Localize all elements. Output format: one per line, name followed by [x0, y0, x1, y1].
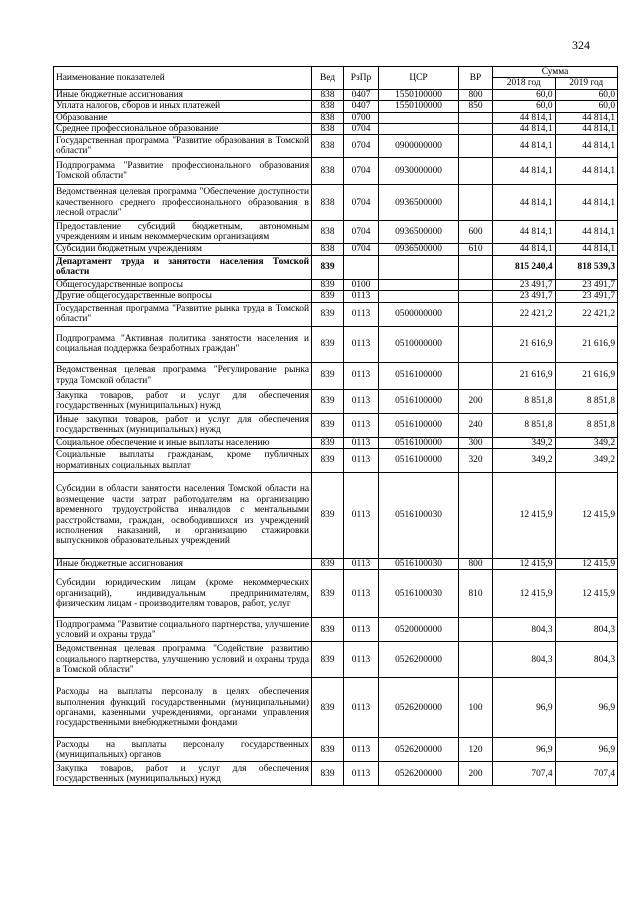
- row-rzpr: 0113: [344, 678, 379, 738]
- table-row: [54, 559, 618, 570]
- row-sum-2018: 44 814,1: [493, 124, 556, 135]
- table-row: [54, 291, 618, 302]
- row-ved: 839: [312, 762, 344, 786]
- row-rzpr: 0113: [344, 437, 379, 448]
- row-csr: [379, 255, 459, 279]
- row-vr: [459, 124, 493, 135]
- table-row: [54, 762, 618, 786]
- row-name: Общегосударственные вопросы: [54, 279, 312, 290]
- row-rzpr: 0704: [344, 135, 379, 158]
- row-vr: 200: [459, 389, 493, 413]
- row-sum-2018: 44 814,1: [493, 135, 556, 158]
- row-name: Среднее профессиональное образование: [54, 124, 312, 135]
- row-vr: 610: [459, 244, 493, 255]
- row-sum-2019: 96,9: [555, 678, 618, 738]
- row-ved: 839: [312, 291, 344, 302]
- row-name: Иные бюджетные ассигнования: [54, 559, 312, 570]
- row-sum-2018: 12 415,9: [493, 559, 556, 570]
- row-sum-2019: 22 421,2: [555, 302, 618, 326]
- row-name: Закупка товаров, работ и услуг для обеспечения государственных (муниципальных) нужд: [54, 389, 312, 413]
- row-sum-2019: 44 814,1: [555, 221, 618, 244]
- row-ved: 838: [312, 221, 344, 244]
- row-csr: [379, 291, 459, 302]
- row-sum-2018: 60,0: [493, 101, 556, 112]
- row-ved: 839: [312, 326, 344, 362]
- row-rzpr: 0704: [344, 221, 379, 244]
- row-vr: [459, 135, 493, 158]
- row-vr: 100: [459, 678, 493, 738]
- row-csr: 0516100030: [379, 570, 459, 618]
- row-csr: 0516100000: [379, 437, 459, 448]
- row-ved: 838: [312, 124, 344, 135]
- row-name: Субсидии юридическим лицам (кроме некоммерческих организаций), индивидуальным предпринимателям, физическим лицам - производителям товаров, работ, услуг: [54, 570, 312, 618]
- row-csr: 1550100000: [379, 101, 459, 112]
- row-vr: [459, 158, 493, 185]
- row-sum-2019: 804,3: [555, 618, 618, 642]
- row-sum-2018: 349,2: [493, 437, 556, 448]
- table-row: [54, 738, 618, 762]
- table-row: [54, 678, 618, 738]
- row-csr: 0510000000: [379, 326, 459, 362]
- row-ved: 839: [312, 678, 344, 738]
- header-sum: Сумма: [493, 67, 618, 78]
- row-rzpr: 0704: [344, 244, 379, 255]
- row-sum-2018: 23 491,7: [493, 291, 556, 302]
- table-row: [54, 389, 618, 413]
- table-row: [54, 362, 618, 389]
- row-sum-2019: 23 491,7: [555, 291, 618, 302]
- row-name: Государственная программа "Развитие рынка труда в Томской области": [54, 302, 312, 326]
- row-name: Подпрограмма "Активная политика занятости населения и социальная поддержка безработных граждан": [54, 326, 312, 362]
- row-name: Субсидии бюджетным учреждениям: [54, 244, 312, 255]
- row-sum-2019: 44 814,1: [555, 135, 618, 158]
- table-row: [54, 449, 618, 473]
- row-csr: 0526200000: [379, 762, 459, 786]
- row-name: Государственная программа "Развитие образования в Томской области": [54, 135, 312, 158]
- row-csr: 0930000000: [379, 158, 459, 185]
- row-vr: [459, 302, 493, 326]
- header-csr: ЦСР: [379, 67, 459, 90]
- row-rzpr: 0113: [344, 618, 379, 642]
- row-name: Образование: [54, 112, 312, 123]
- row-sum-2019: 12 415,9: [555, 473, 618, 559]
- table-body: [54, 89, 618, 786]
- row-ved: 839: [312, 449, 344, 473]
- table-row: [54, 124, 618, 135]
- row-sum-2019: 707,4: [555, 762, 618, 786]
- row-sum-2019: 23 491,7: [555, 279, 618, 290]
- row-name: Ведомственная целевая программа "Регулирование рынка труда Томской области": [54, 362, 312, 389]
- row-ved: 839: [312, 437, 344, 448]
- row-sum-2019: 44 814,1: [555, 112, 618, 123]
- row-ved: 839: [312, 413, 344, 437]
- row-sum-2018: 707,4: [493, 762, 556, 786]
- table-row: [54, 473, 618, 559]
- row-sum-2019: 96,9: [555, 738, 618, 762]
- row-csr: 0516100000: [379, 413, 459, 437]
- row-vr: 600: [459, 221, 493, 244]
- row-vr: 320: [459, 449, 493, 473]
- row-csr: 0936500000: [379, 244, 459, 255]
- row-csr: 0500000000: [379, 302, 459, 326]
- header-ved: Вед: [312, 67, 344, 90]
- row-vr: [459, 185, 493, 221]
- row-rzpr: 0113: [344, 291, 379, 302]
- table-row: [54, 437, 618, 448]
- row-csr: 0516100000: [379, 362, 459, 389]
- row-csr: 0520000000: [379, 618, 459, 642]
- row-ved: 839: [312, 570, 344, 618]
- row-sum-2018: 12 415,9: [493, 473, 556, 559]
- table-row: [54, 89, 618, 100]
- row-ved: 838: [312, 244, 344, 255]
- table-row: [54, 135, 618, 158]
- row-vr: [459, 326, 493, 362]
- row-sum-2019: 60,0: [555, 89, 618, 100]
- row-sum-2018: 96,9: [493, 678, 556, 738]
- row-ved: 839: [312, 389, 344, 413]
- row-sum-2019: 44 814,1: [555, 244, 618, 255]
- row-rzpr: 0704: [344, 185, 379, 221]
- row-sum-2019: 818 539,3: [555, 255, 618, 279]
- row-ved: 839: [312, 255, 344, 279]
- row-vr: [459, 473, 493, 559]
- row-sum-2018: 21 616,9: [493, 362, 556, 389]
- row-name: Иные закупки товаров, работ и услуг для обеспечения государственных (муниципальных) нужд: [54, 413, 312, 437]
- row-name: Подпрограмма "Развитие профессионального образования Томской области": [54, 158, 312, 185]
- row-name: Расходы на выплаты персоналу государственных (муниципальных) органов: [54, 738, 312, 762]
- row-name: Закупка товаров, работ и услуг для обеспечения государственных (муниципальных) нужд: [54, 762, 312, 786]
- row-rzpr: 0113: [344, 473, 379, 559]
- table-row: [54, 642, 618, 678]
- row-csr: 0526200000: [379, 738, 459, 762]
- row-name: Другие общегосударственные вопросы: [54, 291, 312, 302]
- row-rzpr: 0113: [344, 762, 379, 786]
- row-ved: 838: [312, 135, 344, 158]
- header-name: Наименование показателей: [54, 67, 312, 90]
- row-ved: 838: [312, 101, 344, 112]
- row-rzpr: 0407: [344, 101, 379, 112]
- row-rzpr: 0704: [344, 124, 379, 135]
- row-rzpr: 0407: [344, 89, 379, 100]
- row-ved: 839: [312, 559, 344, 570]
- row-ved: 839: [312, 302, 344, 326]
- row-sum-2019: 44 814,1: [555, 158, 618, 185]
- row-sum-2018: 44 814,1: [493, 158, 556, 185]
- row-name: Социальное обеспечение и иные выплаты населению: [54, 437, 312, 448]
- row-ved: 839: [312, 279, 344, 290]
- row-ved: 839: [312, 362, 344, 389]
- table-row: [54, 255, 618, 279]
- row-vr: [459, 255, 493, 279]
- page-number: 324: [572, 38, 590, 52]
- row-rzpr: 0113: [344, 413, 379, 437]
- row-sum-2019: 804,3: [555, 642, 618, 678]
- row-ved: 839: [312, 738, 344, 762]
- row-ved: 838: [312, 158, 344, 185]
- row-rzpr: 0113: [344, 642, 379, 678]
- row-csr: 0526200000: [379, 642, 459, 678]
- row-csr: 0516100030: [379, 473, 459, 559]
- row-vr: 800: [459, 89, 493, 100]
- row-csr: [379, 112, 459, 123]
- row-sum-2019: 8 851,8: [555, 413, 618, 437]
- header-year-2019: 2019 год: [555, 78, 618, 89]
- row-ved: 838: [312, 185, 344, 221]
- row-rzpr: 0700: [344, 112, 379, 123]
- row-rzpr: 0100: [344, 279, 379, 290]
- table-row: [54, 326, 618, 362]
- row-rzpr: 0113: [344, 362, 379, 389]
- row-sum-2019: 12 415,9: [555, 559, 618, 570]
- table-row: [54, 570, 618, 618]
- row-sum-2018: 349,2: [493, 449, 556, 473]
- row-sum-2019: 44 814,1: [555, 124, 618, 135]
- table-header: [54, 67, 618, 90]
- row-sum-2018: 44 814,1: [493, 112, 556, 123]
- row-sum-2018: 44 814,1: [493, 244, 556, 255]
- row-vr: [459, 362, 493, 389]
- row-sum-2018: 96,9: [493, 738, 556, 762]
- table-row: [54, 158, 618, 185]
- row-name: Расходы на выплаты персоналу в целях обеспечения выполнения функций государственными (муниципальными) органами, казенными учреждениями, органами управления государственными внебюджетными фондами: [54, 678, 312, 738]
- row-vr: [459, 112, 493, 123]
- row-sum-2018: 44 814,1: [493, 185, 556, 221]
- row-csr: [379, 279, 459, 290]
- table-row: [54, 244, 618, 255]
- header-year-2018: 2018 год: [493, 78, 556, 89]
- row-vr: 200: [459, 762, 493, 786]
- row-csr: 0516100030: [379, 559, 459, 570]
- row-vr: 120: [459, 738, 493, 762]
- table-row: [54, 112, 618, 123]
- row-name: Уплата налогов, сборов и иных платежей: [54, 101, 312, 112]
- row-name: Социальные выплаты гражданам, кроме публичных нормативных социальных выплат: [54, 449, 312, 473]
- row-sum-2018: 23 491,7: [493, 279, 556, 290]
- row-sum-2018: 8 851,8: [493, 413, 556, 437]
- row-sum-2019: 349,2: [555, 449, 618, 473]
- table-row: [54, 185, 618, 221]
- row-vr: [459, 279, 493, 290]
- row-name: Иные бюджетные ассигнования: [54, 89, 312, 100]
- row-sum-2018: 22 421,2: [493, 302, 556, 326]
- row-vr: 800: [459, 559, 493, 570]
- row-vr: [459, 642, 493, 678]
- row-vr: [459, 291, 493, 302]
- row-sum-2019: 12 415,9: [555, 570, 618, 618]
- table-row: [54, 413, 618, 437]
- row-sum-2018: 12 415,9: [493, 570, 556, 618]
- budget-table: [53, 66, 618, 786]
- row-sum-2018: 60,0: [493, 89, 556, 100]
- row-csr: 0936500000: [379, 185, 459, 221]
- row-name: Ведомственная целевая программа "Обеспечение доступности качественного среднего профессионального образования в лесной отрасли": [54, 185, 312, 221]
- row-sum-2018: 804,3: [493, 642, 556, 678]
- row-vr: 810: [459, 570, 493, 618]
- header-rzpr: РзПр: [344, 67, 379, 90]
- row-csr: 0516100000: [379, 389, 459, 413]
- row-csr: 0900000000: [379, 135, 459, 158]
- row-sum-2019: 349,2: [555, 437, 618, 448]
- table-row: [54, 279, 618, 290]
- row-csr: [379, 124, 459, 135]
- row-name: Субсидии в области занятости населения Томской области на возмещение части затрат работодателям на организацию временного трудоустройства инвалидов с ментальными расстройствами, граждан, освободившихся из учреждений исполнения наказаний, и организацию стажировки выпускников образовательных учреждений: [54, 473, 312, 559]
- row-rzpr: 0113: [344, 326, 379, 362]
- row-rzpr: 0704: [344, 158, 379, 185]
- row-vr: 850: [459, 101, 493, 112]
- table-row: [54, 302, 618, 326]
- row-ved: 838: [312, 89, 344, 100]
- row-rzpr: 0113: [344, 302, 379, 326]
- row-vr: [459, 618, 493, 642]
- row-rzpr: 0113: [344, 559, 379, 570]
- header-vr: ВР: [459, 67, 493, 90]
- row-rzpr: 0113: [344, 449, 379, 473]
- row-vr: 240: [459, 413, 493, 437]
- table-row: [54, 101, 618, 112]
- row-rzpr: 0113: [344, 570, 379, 618]
- row-name: Департамент труда и занятости населения Томской области: [54, 255, 312, 279]
- row-ved: 839: [312, 642, 344, 678]
- row-sum-2019: 8 851,8: [555, 389, 618, 413]
- row-name: Ведомственная целевая программа "Содействие развитию социального партнерства, улучшению условий и охраны труда в Томской области": [54, 642, 312, 678]
- row-ved: 839: [312, 618, 344, 642]
- row-ved: 838: [312, 112, 344, 123]
- row-name: Предоставление субсидий бюджетным, автономным учреждениям и иным некоммерческим организациям: [54, 221, 312, 244]
- row-rzpr: 0113: [344, 738, 379, 762]
- row-sum-2018: 44 814,1: [493, 221, 556, 244]
- row-rzpr: [344, 255, 379, 279]
- row-ved: 839: [312, 473, 344, 559]
- row-csr: 0936500000: [379, 221, 459, 244]
- row-sum-2018: 815 240,4: [493, 255, 556, 279]
- table-row: [54, 618, 618, 642]
- row-name: Подпрограмма "Развитие социального партнерства, улучшение условий и охраны труда": [54, 618, 312, 642]
- row-csr: 0516100000: [379, 449, 459, 473]
- row-sum-2019: 44 814,1: [555, 185, 618, 221]
- row-sum-2018: 804,3: [493, 618, 556, 642]
- row-sum-2019: 60,0: [555, 101, 618, 112]
- row-sum-2019: 21 616,9: [555, 326, 618, 362]
- row-rzpr: 0113: [344, 389, 379, 413]
- row-sum-2018: 8 851,8: [493, 389, 556, 413]
- row-vr: 300: [459, 437, 493, 448]
- table-row: [54, 221, 618, 244]
- row-csr: 0526200000: [379, 678, 459, 738]
- row-csr: 1550100000: [379, 89, 459, 100]
- row-sum-2019: 21 616,9: [555, 362, 618, 389]
- row-sum-2018: 21 616,9: [493, 326, 556, 362]
